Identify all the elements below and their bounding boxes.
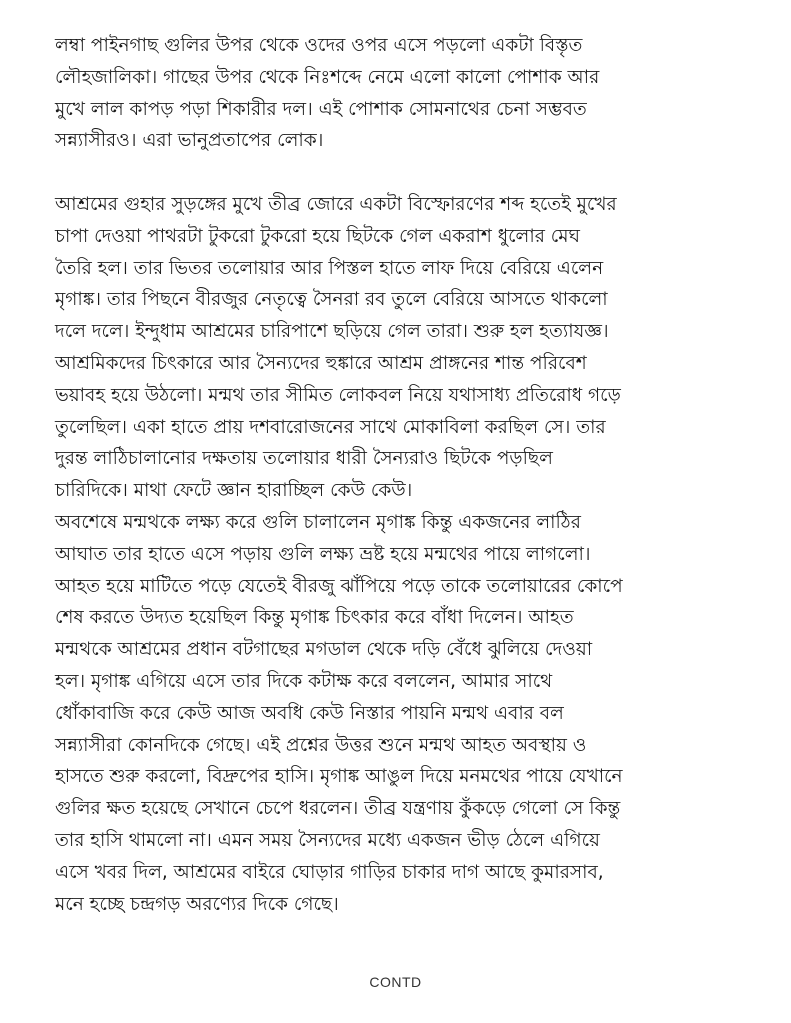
text-line: মুখে লাল কাপড় পড়া শিকারীর দল। এই পোশাক সোমনাথের চেনা সম্ভবত	[55, 98, 587, 120]
story-text	[55, 30, 760, 920]
text-line: তার হাসি থামলো না। এমন সময় সৈন্যদের মধ্যে একজন ভীড় ঠেলে এগিয়ে	[55, 829, 600, 851]
text-line: মন্মথকে আশ্রমের প্রধান বটগাছের মগডাল থেকে দড়ি বেঁধে ঝুলিয়ে দেওয়া	[55, 639, 593, 661]
text-line: দুরন্ত লাঠিচালানোর দক্ষতায় তলোয়ার ধারী সৈন্যরাও ছিটকে পড়ছিল	[55, 448, 553, 470]
text-line: আশ্রমের গুহার সুড়ঙ্গের মুখে তীব্র জোরে একটা বিস্ফোরণের শব্দ হতেই মুখের	[55, 193, 617, 215]
paragraph-spacer	[55, 157, 760, 189]
text-line: সন্ন্যাসীরা কোনদিকে গেছে। এই প্রশ্নের উত্তর শুনে মন্মথ আহত অবস্থায় ও	[55, 734, 587, 756]
text-line: ভয়াবহ হয়ে উঠলো। মন্মথ তার সীমিত লোকবল নিয়ে যথাসাধ্য প্রতিরোধ গড়ে	[55, 384, 621, 406]
text-line: ধোঁকাবাজি করে কেউ আজ অবধি কেউ নিস্তার পায়নি মন্মথ এবার বল	[55, 702, 564, 724]
paragraph-1	[55, 30, 760, 157]
text-line: সন্ন্যাসীরও। এরা ভানুপ্রতাপের লোক।	[55, 130, 324, 152]
text-line: গুলির ক্ষত হয়েছে সেখানে চেপে ধরলেন। তীব্র যন্ত্রণায় কুঁকড়ে গেলো সে কিন্তু	[55, 798, 621, 820]
text-line: আশ্রমিকদের চিৎকারে আর সৈন্যদের হুঙ্কারে আশ্রম প্রাঙ্গনের শান্ত পরিবেশ	[55, 352, 587, 374]
text-line: দলে দলে। ইন্দুধাম আশ্রমের চারিপাশে ছড়িয়ে গেল তারা। শুরু হল হত্যাযজ্ঞ।	[55, 321, 609, 343]
text-line: আহত হয়ে মাটিতে পড়ে যেতেই বীরজু ঝাঁপিয়ে পড়ে তাকে তলোয়ারের কোপে	[55, 575, 623, 597]
text-line: শেষ করতে উদ্যত হয়েছিল কিন্তু মৃগাঙ্ক চিৎকার করে বাঁধা দিলেন। আহত	[55, 607, 574, 629]
text-line: তৈরি হল। তার ভিতর তলোয়ার আর পিস্তল হাতে লাফ দিয়ে বেরিয়ে এলেন	[55, 257, 604, 279]
text-line: আঘাত তার হাতে এসে পড়ায় গুলি লক্ষ্য ভ্রষ্ট হয়ে মন্মথের পায়ে লাগলো।	[55, 543, 591, 565]
text-line: এসে খবর দিল, আশ্রমের বাইরে ঘোড়ার গাড়ির চাকার দাগ আছে কুমারসাব,	[55, 861, 604, 883]
text-line: হাসতে শুরু করলো, বিদ্রুপের হাসি। মৃগাঙ্ক আঙুল দিয়ে মনমথের পায়ে যেখানে	[55, 766, 623, 788]
text-line: তুলেছিল। একা হাতে প্রায় দশবারোজনের সাথে মোকাবিলা করছিল সে। তার	[55, 416, 606, 438]
text-line: মৃগাঙ্ক। তার পিছনে বীরজুর নেতৃত্বে সৈনরা রব তুলে বেরিয়ে আসতে থাকলো	[55, 289, 608, 311]
text-line: হল। মৃগাঙ্ক এগিয়ে এসে তার দিকে কটাক্ষ করে বললেন, আমার সাথে	[55, 670, 553, 692]
text-line: মনে হচ্ছে চন্দ্রগড় অরণ্যের দিকে গেছে।	[55, 893, 339, 915]
text-line: লম্বা পাইনগাছ গুলির উপর থেকে ওদের ওপর এসে পড়লো একটা বিস্তৃত	[55, 35, 583, 56]
paragraph-2	[55, 189, 760, 507]
text-line: লৌহজালিকা। গাছের উপর থেকে নিঃশব্দে নেমে এলো কালো পোশাক আর	[55, 66, 600, 88]
paragraph-3	[55, 507, 760, 920]
text-line: অবশেষে মন্মথকে লক্ষ্য করে গুলি চালালেন মৃগাঙ্ক কিন্তু একজনের লাঠির	[55, 511, 581, 533]
continued-label: CONTD	[369, 974, 422, 990]
text-line: চারিদিকে। মাথা ফেটে জ্ঞান হারাচ্ছিল কেউ কেউ।	[55, 480, 413, 502]
text-line: চাপা দেওয়া পাথরটা টুকরো টুকরো হয়ে ছিটকে গেল একরাশ ধুলোর মেঘ	[55, 225, 580, 247]
